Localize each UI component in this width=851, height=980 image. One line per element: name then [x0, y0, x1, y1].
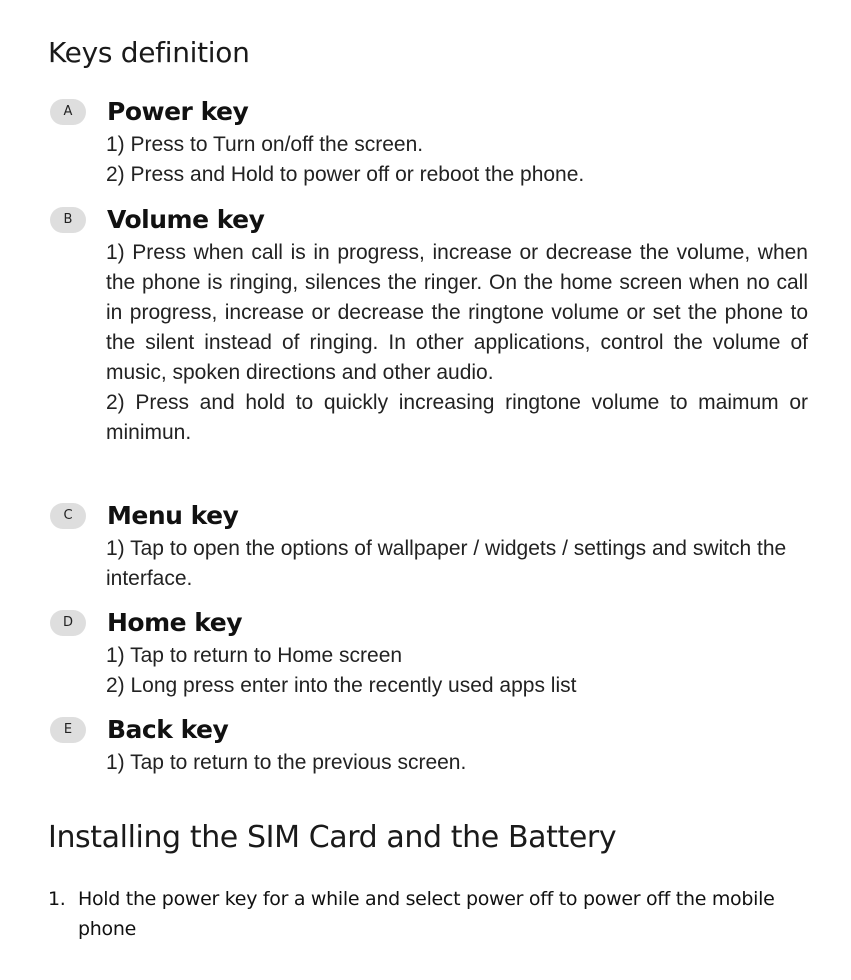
step-text: Hold the power key for a while and select power off to power off the mobile phone	[78, 888, 775, 940]
key-header	[48, 607, 818, 641]
key-description-line: 1) Tap to return to the previous screen.	[106, 751, 467, 774]
key-badge-c: C	[50, 503, 86, 529]
key-description	[106, 748, 818, 778]
key-description	[106, 534, 796, 594]
key-item-back	[48, 714, 818, 778]
key-description-line: 2) Press and Hold to power off or reboot the phone.	[106, 163, 585, 186]
key-title-power: Power key	[107, 97, 249, 126]
key-description-paragraph: 1) Tap to open the options of wallpaper / widgets / settings and switch the interface.	[106, 537, 787, 590]
key-badge-d: D	[50, 610, 86, 636]
key-description	[106, 130, 818, 190]
key-badge-b: B	[50, 207, 86, 233]
key-item-volume	[48, 204, 818, 448]
key-description	[106, 238, 808, 448]
key-header	[48, 204, 818, 238]
key-title-volume: Volume key	[107, 205, 265, 234]
key-description	[106, 641, 818, 701]
key-item-power	[48, 96, 818, 190]
install-steps-list	[48, 884, 808, 944]
key-badge-e: E	[50, 717, 86, 743]
key-header	[48, 96, 818, 130]
key-description-paragraph: 2) Press and hold to quickly increasing ringtone volume to maimum or minimun.	[106, 391, 808, 444]
section-title-keys-definition: Keys definition	[48, 36, 250, 69]
key-item-home	[48, 607, 818, 701]
key-header	[48, 500, 818, 534]
key-description-paragraph: 1) Press when call is in progress, increase or decrease the volume, when the phone is ringing, silences the ringer. On the home screen when no call in progress, increase or decrease the ringtone volume or set the phone to the silent instead of ringing. In other applications, control the volume of music, spoken directions and other audio.	[106, 241, 808, 384]
key-description-line: 1) Press to Turn on/off the screen.	[106, 133, 424, 156]
key-title-home: Home key	[107, 608, 243, 637]
key-header	[48, 714, 818, 748]
key-item-menu	[48, 500, 818, 594]
key-badge-a: A	[50, 99, 86, 125]
step-number: 1.	[48, 888, 66, 910]
section-title-installing-sim-battery: Installing the SIM Card and the Battery	[48, 820, 617, 855]
key-description-line: 1) Tap to return to Home screen	[106, 644, 403, 667]
key-title-back: Back key	[107, 715, 229, 744]
key-title-menu: Menu key	[107, 501, 239, 530]
key-description-line: 2) Long press enter into the recently used apps list	[106, 674, 577, 697]
install-step	[48, 884, 808, 944]
